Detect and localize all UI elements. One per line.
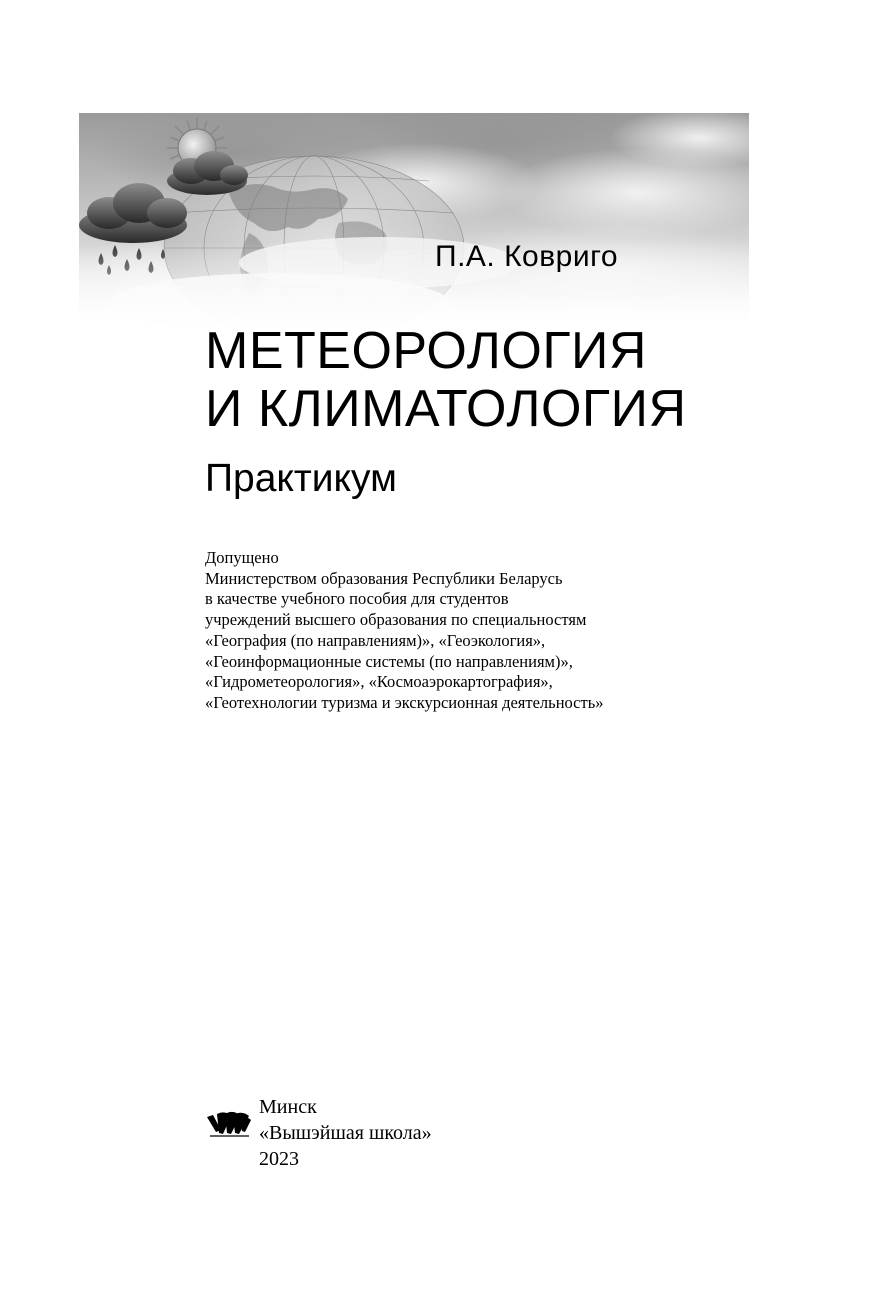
approval-line: Министерством образования Республики Беларусь [205, 568, 563, 588]
approval-line: Допущено [205, 548, 279, 567]
approval-statement [205, 548, 604, 714]
approval-line: «Геотехнологии туризма и экскурсионная деятельность» [205, 692, 604, 712]
book-title [205, 322, 687, 438]
author-name: П.А. Ковриго [435, 240, 619, 273]
approval-line: в качестве учебного пособия для студентов [205, 589, 509, 609]
imprint-city: Минск [259, 1096, 317, 1118]
approval-line: «Геоинформационные системы (по направлениям)», [205, 651, 573, 671]
title-line-1: МЕТЕОРОЛОГИЯ [205, 322, 647, 380]
imprint-year: 2023 [259, 1148, 299, 1170]
approval-line: «Гидрометеорология», «Космоаэрокартография», [205, 672, 553, 692]
imprint-publisher: «Вышэйшая школа» [259, 1122, 432, 1144]
approval-line: учреждений высшего образования по специальностям [205, 610, 587, 630]
book-subtitle: Практикум [205, 457, 397, 500]
publisher-logo-icon [207, 1108, 251, 1138]
title-line-2: И КЛИМАТОЛОГИЯ [205, 380, 687, 438]
approval-line: «География (по направлениям)», «Геоэкология», [205, 630, 546, 650]
imprint-block [259, 1094, 432, 1172]
cover-banner [79, 113, 749, 328]
